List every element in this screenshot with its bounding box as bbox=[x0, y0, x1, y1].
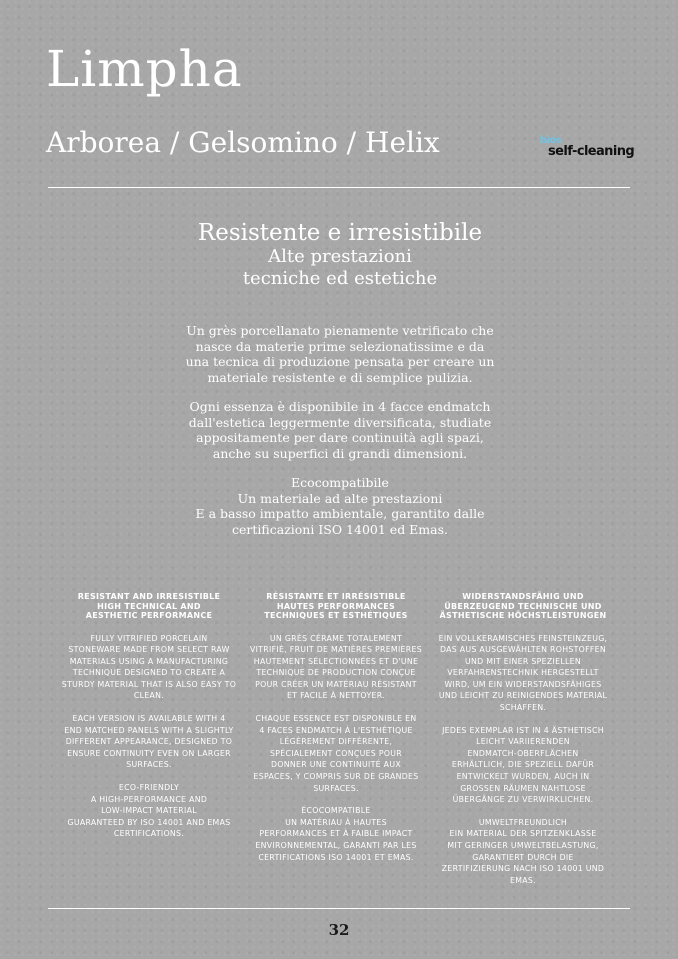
column-paragraph: FULLY VITRIFIED PORCELAIN STONEWARE MADE FROM SELECT RAW MATERIALS USING A MANUFACTURING TECHNIQUE DESIGNED TO CREATE A STURDY MATERIAL THAT IS ALSO EASY TO CLEAN. bbox=[61, 633, 237, 701]
column-french bbox=[247, 592, 425, 874]
footer-divider bbox=[48, 908, 630, 909]
header-divider bbox=[48, 187, 630, 188]
column-heading: RESISTANT AND IRRESISTIBLE HIGH TECHNICAL AND AESTHETIC PERFORMANCE bbox=[77, 592, 221, 620]
column-heading: RÉSISTANTE ET IRRÉSISTIBLE HAUTES PERFORMANCES TECHNIQUES ET ESTHÉTIQUES bbox=[264, 592, 408, 620]
column-german bbox=[434, 592, 612, 897]
intro-paragraph: Un grès porcellanato pienamente vetrificato che nasce da materie prime selezionatissime e da una tecnica di produzione pensata per creare un materiale resistente e di semplice pulizia. bbox=[185, 323, 495, 385]
column-paragraph: EACH VERSION IS AVAILABLE WITH 4 END MATCHED PANELS WITH A SLIGHTLY DIFFERENT APPEARANCE, DESIGNED TO ENSURE CONTINUITY EVEN ON LARGER SURFACES. bbox=[64, 714, 234, 770]
column-paragraph: CHAQUE ESSENCE EST DISPONIBLE EN 4 FACES ENDMATCH À L'ESTHÉTIQUE LÉGÈREMENT DIFFÉRENTE, SPÉCIALEMENT CONÇUES POUR DONNER UNE CONTINUITÉ AUX ESPACES, Y COMPRIS SUR DE GRANDES SURFACES. bbox=[253, 714, 419, 793]
column-paragraph: UN GRÈS CÉRAME TOTALEMENT VITRIFIÉ, FRUIT DE MATIÈRES PREMIÈRES HAUTEMENT SÉLECTIONNÉES ET D'UNE TECHNIQUE DE PRODUCTION CONÇUE POUR CRÉER UN MATÉRIAU RÉSISTANT ET FACILE À NETTOYER. bbox=[250, 633, 422, 701]
column-paragraph: UMWELTFREUNDLICH EIN MATERIAL DER SPITZENKLASSE MIT GERINGER UMWELTBELASTUNG, GARANTIERT DURCH DIE ZERTIFIZIERUNG NACH ISO 14001 UND EMAS. bbox=[441, 817, 605, 885]
page-number: 32 bbox=[328, 921, 350, 939]
column-paragraph: JEDES EXEMPLAR IST IN 4 ÄSTHETISCH LEICHT VARIIERENDEN ENDMATCH-OBERFLÄCHEN ERHÄLTLICH, DIE SPEZIELL DAFÜR ENTWICKELT WURDEN, AUCH IN GROSSEN RÄUMEN NAHTLOSE ÜBERGÄNGE ZU VERWIRKLICHEN. bbox=[442, 725, 604, 805]
column-heading: WIDERSTANDSFÄHIG UND ÜBERZEUGEND TECHNISCHE UND ÄSTHETISCHE HÖCHSTLEISTUNGEN bbox=[439, 592, 607, 620]
intro-text bbox=[180, 323, 500, 551]
intro-paragraph: Ogni essenza è disponibile in 4 facce endmatch dall'estetica leggermente diversificata, studiate appositamente per dare continuità agli spazi, anche su superfici di grandi dimensioni. bbox=[188, 399, 492, 461]
column-paragraph: ECO-FRIENDLY A HIGH-PERFORMANCE AND LOW-IMPACT MATERIAL GUARANTEED BY ISO 14001 AND EMAS CERTIFICATIONS. bbox=[67, 783, 231, 839]
page-title: Limpha bbox=[46, 40, 243, 98]
column-paragraph: EIN VOLLKERAMISCHES FEINSTEINZEUG, DAS AUS AUSGEWÄHLTEN ROHSTOFFEN UND MIT EINER SPEZIELLEN VERFAHRENSTECHNIK HERGESTELLT WIRD, UM EIN WIDERSTANDSFÄHIGES UND LEICHT ZU REINIGENDES MATERIAL SCHAFFEN. bbox=[438, 633, 608, 713]
collection-subtitle: Arborea / Gelsomino / Helix bbox=[46, 126, 440, 159]
intro-paragraph: Ecocompatibile Un materiale ad alte prestazioni E a basso impatto ambientale, garantito dalle certificazioni ISO 14001 ed Emas. bbox=[195, 475, 485, 537]
column-paragraph: ÉCOCOMPATIBLE UN MATÉRIAU À HAUTES PERFORMANCES ET À FAIBLE IMPACT ENVIRONNEMENTAL, GARANTI PAR LES CERTIFICATIONS ISO 14001 ET EMAS. bbox=[255, 806, 417, 862]
column-english bbox=[60, 592, 238, 851]
hero-subheading: Alte prestazioni tecniche ed estetiche bbox=[242, 246, 438, 289]
logo-bios-text: bios bbox=[540, 135, 562, 146]
hero-heading: Resistente e irresistibile bbox=[197, 220, 483, 246]
logo-self-cleaning-text: self-cleaning bbox=[548, 144, 635, 159]
hero-block bbox=[160, 220, 520, 290]
